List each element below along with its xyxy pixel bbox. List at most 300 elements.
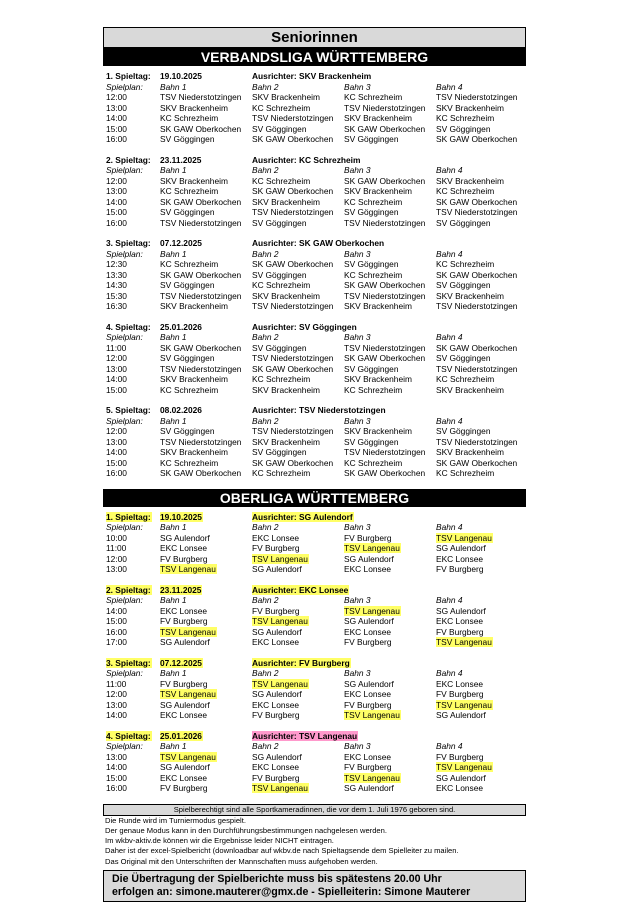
team-name: SKV Brackenheim (252, 92, 320, 102)
lane-label: Bahn 1 (160, 668, 187, 678)
lane-label: Bahn 2 (252, 415, 279, 426)
round-host: Ausrichter: SV Göggingen (252, 321, 357, 332)
note-line: Daher ist der excel-Spielbericht (downloadbar auf wkbv.de nach Spieltagsende dem Spielleiter zu mailen. (105, 846, 459, 856)
round-date: 07.12.2025 (160, 657, 202, 668)
lane-label: Bahn 1 (160, 81, 187, 92)
round-date: 25.01.2026 (160, 730, 202, 741)
team-name: TSV Niederstotzingen (160, 363, 242, 374)
round-block (106, 585, 526, 648)
lane-label: Bahn 3 (344, 522, 371, 532)
team-name: TSV Niederstotzingen (436, 363, 518, 374)
team-name: FV Burgberg (344, 699, 392, 710)
lane-header-row (106, 741, 526, 752)
team-name: EKC Lonsee (344, 626, 392, 637)
round-label: 3. Spieltag: (106, 657, 151, 668)
lane-cell (344, 364, 436, 375)
round-host: Ausrichter: SKV Brackenheim (252, 71, 372, 81)
lane-cell (252, 364, 344, 375)
round-header (106, 238, 526, 249)
lane-cell (252, 447, 344, 458)
lane-cell (436, 270, 526, 281)
lane-cell (160, 783, 252, 794)
game-time: 16:00 (106, 626, 127, 637)
team-name: SKV Brackenheim (160, 301, 228, 311)
plan-label: Spielplan: (106, 522, 143, 532)
lane-cell (160, 554, 252, 565)
round-date-cell (160, 512, 252, 523)
team-name: SG Aulendorf (252, 751, 302, 762)
note-line: Der genaue Modus kann in den Durchführungsbestimmungen nachgelesen werden. (105, 825, 387, 835)
lane-cell (344, 385, 436, 396)
eligibility-note: Spielberechtigt sind alle Sportkameradinnen, die vor dem 1. Juli 1976 geboren sind. (103, 804, 526, 816)
team-name: SV Göggingen (436, 123, 491, 134)
team-name: SG Aulendorf (436, 605, 486, 616)
lane-cell (160, 270, 252, 281)
lane-cell (160, 616, 252, 627)
plan-label: Spielplan: (106, 595, 143, 605)
team-name: TSV Langenau (344, 543, 400, 553)
team-name: SKV Brackenheim (160, 175, 228, 186)
round-host-cell (252, 512, 354, 523)
team-name: SK GAW Oberkochen (436, 196, 518, 207)
game-time: 13:00 (106, 564, 127, 574)
team-name: EKC Lonsee (160, 605, 208, 616)
team-name: KC Schrezheim (160, 457, 219, 468)
lane-cell (436, 218, 526, 229)
team-name: SV Göggingen (160, 426, 215, 436)
game-time: 16:00 (106, 783, 127, 793)
game-row (106, 616, 526, 627)
round-block (106, 155, 526, 229)
league-header: VERBANDSLIGA WÜRTTEMBERG (103, 48, 526, 66)
team-name: TSV Langenau (160, 626, 216, 637)
lane-cell (252, 783, 344, 794)
lane-cell (252, 426, 344, 437)
game-row (106, 627, 526, 638)
team-name: EKC Lonsee (160, 543, 208, 553)
lane-cell (160, 752, 252, 763)
game-row (106, 426, 526, 437)
team-name: SK GAW Oberkochen (252, 259, 334, 269)
round-host: Ausrichter: EKC Lonsee (252, 584, 349, 595)
game-row (106, 113, 526, 124)
lane-cell (252, 637, 344, 648)
lane-cell (436, 207, 526, 218)
round-host-cell (252, 322, 357, 333)
round-date-cell (160, 658, 252, 669)
lane-cell (160, 280, 252, 291)
lane-cell (160, 564, 252, 575)
team-name: SV Göggingen (436, 426, 491, 436)
team-name: SG Aulendorf (252, 689, 302, 699)
lane-cell (252, 468, 344, 479)
game-row (106, 134, 526, 145)
team-name: TSV Niederstotzingen (436, 301, 518, 311)
lane-cell (436, 564, 526, 575)
game-row (106, 437, 526, 448)
game-time: 13:00 (106, 363, 127, 374)
round-label: 1. Spieltag: (106, 71, 151, 81)
lane-cell (436, 468, 526, 479)
lane-cell (252, 679, 344, 690)
lane-cell (252, 385, 344, 396)
plan-label: Spielplan: (106, 668, 143, 678)
lane-header-row (106, 82, 526, 93)
lane-cell (344, 458, 436, 469)
game-time: 16:30 (106, 301, 127, 311)
team-name: TSV Langenau (160, 689, 216, 699)
team-name: SV Göggingen (160, 207, 215, 217)
game-time: 14:00 (106, 113, 127, 123)
round-block (106, 731, 526, 794)
team-name: TSV Niederstotzingen (436, 92, 518, 102)
lane-cell (160, 197, 252, 208)
team-name: SKV Brackenheim (252, 290, 320, 301)
lane-label: Bahn 4 (436, 522, 463, 532)
team-name: SK GAW Oberkochen (436, 134, 518, 144)
lane-cell (160, 458, 252, 469)
lane-cell (344, 113, 436, 124)
team-name: SK GAW Oberkochen (344, 123, 426, 134)
lane-cell (160, 627, 252, 638)
lane-cell (344, 700, 436, 711)
lane-cell (436, 374, 526, 385)
team-name: EKC Lonsee (252, 532, 300, 543)
game-time: 13:00 (106, 102, 127, 113)
team-name: KC Schrezheim (252, 468, 311, 478)
team-name: EKC Lonsee (436, 553, 484, 564)
team-name: SK GAW Oberkochen (436, 269, 518, 280)
team-name: SG Aulendorf (252, 564, 302, 574)
game-row (106, 637, 526, 648)
team-name: EKC Lonsee (344, 564, 392, 574)
team-name: SKV Brackenheim (252, 436, 320, 447)
team-name: KC Schrezheim (252, 102, 311, 113)
lane-cell (160, 176, 252, 187)
team-name: FV Burgberg (160, 678, 208, 689)
lane-cell (252, 186, 344, 197)
lane-cell (344, 353, 436, 364)
lane-header-row (106, 416, 526, 427)
team-name: SKV Brackenheim (160, 374, 228, 384)
team-name: TSV Niederstotzingen (436, 436, 518, 447)
team-name: TSV Langenau (344, 710, 400, 720)
lane-cell (436, 637, 526, 648)
round-header (106, 585, 526, 596)
lane-cell (252, 762, 344, 773)
lane-cell (160, 689, 252, 700)
team-name: FV Burgberg (436, 564, 484, 574)
round-date: 19.10.2025 (160, 71, 202, 81)
team-name: KC Schrezheim (436, 186, 495, 196)
lane-cell (344, 637, 436, 648)
team-name: FV Burgberg (252, 605, 300, 616)
round-host-cell (252, 71, 371, 82)
team-name: FV Burgberg (344, 637, 392, 647)
team-name: TSV Langenau (344, 772, 400, 783)
lane-label: Bahn 3 (344, 165, 371, 175)
lane-cell (252, 218, 344, 229)
game-row (106, 543, 526, 554)
round-date: 19.10.2025 (160, 511, 202, 522)
game-time: 16:00 (106, 468, 127, 478)
team-name: SK GAW Oberkochen (344, 468, 426, 478)
round-label: 1. Spieltag: (106, 511, 151, 522)
lane-cell (252, 291, 344, 302)
lane-cell (252, 627, 344, 638)
team-name: FV Burgberg (252, 543, 300, 553)
game-time: 14:00 (106, 762, 127, 772)
schedule-page (103, 27, 526, 902)
lane-label: Bahn 4 (436, 668, 463, 678)
game-row (106, 773, 526, 784)
page-title: Seniorinnen (103, 27, 526, 48)
plan-label: Spielplan: (106, 741, 143, 751)
lane-cell (436, 103, 526, 114)
team-name: TSV Niederstotzingen (252, 301, 334, 311)
lane-cell (252, 134, 344, 145)
game-time: 15:00 (106, 616, 127, 626)
team-name: SG Aulendorf (436, 772, 486, 783)
team-name: SV Göggingen (344, 207, 399, 217)
lane-cell (160, 679, 252, 690)
lane-cell (344, 218, 436, 229)
lane-label: Bahn 2 (252, 165, 279, 175)
lane-label: Bahn 4 (436, 595, 463, 605)
lane-cell (252, 301, 344, 312)
game-time: 12:00 (106, 175, 127, 186)
lane-cell (252, 437, 344, 448)
game-time: 15:00 (106, 207, 127, 217)
lane-label: Bahn 3 (344, 248, 371, 259)
game-row (106, 458, 526, 469)
round-host: Ausrichter: FV Burgberg (252, 657, 350, 668)
round-label: 4. Spieltag: (106, 730, 151, 741)
round-date-cell (160, 731, 252, 742)
game-time: 15:00 (106, 384, 127, 395)
team-name: SKV Brackenheim (344, 301, 412, 311)
team-name: SV Göggingen (252, 447, 307, 457)
lane-cell (436, 458, 526, 469)
lane-cell (160, 374, 252, 385)
lane-cell (252, 207, 344, 218)
lane-cell (344, 762, 436, 773)
lane-label: Bahn 4 (436, 332, 463, 342)
round-date: 23.11.2025 (160, 584, 202, 595)
team-name: TSV Niederstotzingen (160, 290, 242, 301)
lane-cell (436, 343, 526, 354)
team-name: KC Schrezheim (344, 269, 403, 280)
team-name: SV Göggingen (344, 436, 399, 447)
team-name: SV Göggingen (436, 280, 491, 290)
lane-cell (252, 700, 344, 711)
round-label-cell (106, 71, 160, 82)
team-name: SKV Brackenheim (436, 175, 504, 186)
team-name: TSV Langenau (160, 751, 216, 762)
game-time: 13:00 (106, 186, 127, 196)
lane-cell (160, 710, 252, 721)
lane-cell (252, 343, 344, 354)
team-name: TSV Langenau (252, 678, 308, 689)
lane-cell (436, 92, 526, 103)
lane-cell (160, 533, 252, 544)
lane-header-row (106, 522, 526, 533)
lane-label: Bahn 4 (436, 741, 463, 751)
lane-cell (436, 627, 526, 638)
lane-cell (344, 291, 436, 302)
team-name: TSV Langenau (252, 783, 308, 793)
round-date: 23.11.2025 (160, 154, 202, 165)
lane-cell (252, 533, 344, 544)
game-time: 12:00 (106, 426, 127, 436)
team-name: TSV Niederstotzingen (252, 207, 334, 217)
team-name: SK GAW Oberkochen (252, 363, 334, 374)
lane-cell (344, 426, 436, 437)
lane-header-row (106, 165, 526, 176)
plan-label: Spielplan: (106, 332, 143, 342)
lane-cell (252, 458, 344, 469)
lane-label: Bahn 2 (252, 668, 279, 678)
round-block (106, 238, 526, 312)
lane-cell (252, 710, 344, 721)
game-row (106, 207, 526, 218)
game-time: 14:00 (106, 447, 127, 457)
round-label-cell (106, 155, 160, 166)
lane-cell (252, 124, 344, 135)
team-name: SK GAW Oberkochen (160, 269, 242, 280)
team-name: SG Aulendorf (344, 678, 394, 689)
lane-label: Bahn 2 (252, 741, 279, 751)
lane-cell (344, 606, 436, 617)
team-name: SV Göggingen (252, 342, 307, 353)
round-date-cell (160, 71, 252, 82)
lane-cell (344, 564, 436, 575)
lane-cell (344, 103, 436, 114)
team-name: SK GAW Oberkochen (344, 280, 426, 290)
game-row (106, 197, 526, 208)
lane-cell (252, 103, 344, 114)
lane-cell (344, 374, 436, 385)
team-name: SKV Brackenheim (252, 196, 320, 207)
lane-cell (436, 752, 526, 763)
team-name: FV Burgberg (436, 689, 484, 699)
game-row (106, 259, 526, 270)
lane-cell (344, 447, 436, 458)
game-time: 12:00 (106, 353, 127, 363)
lane-cell (160, 301, 252, 312)
round-header (106, 731, 526, 742)
lane-cell (436, 700, 526, 711)
lane-cell (252, 113, 344, 124)
round-date-cell (160, 155, 252, 166)
game-time: 12:00 (106, 689, 127, 699)
team-name: SK GAW Oberkochen (436, 342, 518, 353)
lane-label: Bahn 1 (160, 595, 187, 605)
lane-header-row (106, 332, 526, 343)
game-time: 15:00 (106, 457, 127, 468)
lane-cell (436, 533, 526, 544)
game-row (106, 280, 526, 291)
lane-label: Bahn 1 (160, 248, 187, 259)
lane-cell (252, 752, 344, 763)
lane-cell (436, 186, 526, 197)
round-host-cell (252, 585, 349, 596)
round-host: Ausrichter: SK GAW Oberkochen (252, 238, 385, 248)
game-row (106, 301, 526, 312)
lane-cell (344, 543, 436, 554)
lane-label: Bahn 2 (252, 332, 279, 342)
lane-label: Bahn 2 (252, 248, 279, 259)
lane-cell (344, 280, 436, 291)
lane-label: Bahn 4 (436, 415, 463, 426)
lane-label: Bahn 4 (436, 248, 463, 259)
lane-cell (160, 186, 252, 197)
lane-cell (436, 773, 526, 784)
round-label-cell (106, 512, 160, 523)
lane-cell (344, 259, 436, 270)
lane-cell (160, 134, 252, 145)
lane-cell (160, 543, 252, 554)
team-name: SG Aulendorf (344, 783, 394, 793)
lane-cell (160, 343, 252, 354)
team-name: SV Göggingen (344, 259, 399, 269)
round-date: 07.12.2025 (160, 238, 202, 248)
team-name: SV Göggingen (436, 217, 491, 228)
team-name: SK GAW Oberkochen (252, 457, 334, 468)
game-time: 13:00 (106, 699, 127, 710)
team-name: KC Schrezheim (160, 186, 219, 196)
game-row (106, 564, 526, 575)
game-time: 14:00 (106, 710, 127, 720)
lane-label: Bahn 2 (252, 522, 279, 532)
lane-cell (436, 291, 526, 302)
round-date-cell (160, 322, 252, 333)
round-host: Ausrichter: SG Aulendorf (252, 511, 353, 522)
game-time: 13:00 (106, 436, 127, 447)
lane-cell (344, 616, 436, 627)
round-date-cell (160, 585, 252, 596)
league-header: OBERLIGA WÜRTTEMBERG (103, 489, 526, 507)
lane-cell (436, 762, 526, 773)
game-time: 14:00 (106, 374, 127, 384)
team-name: SKV Brackenheim (344, 113, 412, 123)
round-header (106, 405, 526, 416)
note-line: Im wkbv-aktiv.de können wir die Ergebnisse leider NICHT eintragen. (105, 836, 334, 846)
submission-footer (103, 870, 526, 902)
lane-label: Bahn 4 (436, 165, 463, 175)
team-name: TSV Niederstotzingen (160, 436, 242, 447)
game-time: 12:00 (106, 553, 127, 564)
lane-cell (160, 700, 252, 711)
round-host: Ausrichter: TSV Langenau (252, 730, 358, 741)
lane-label: Bahn 2 (252, 81, 279, 92)
lane-label: Bahn 3 (344, 332, 371, 342)
round-header (106, 322, 526, 333)
team-name: SKV Brackenheim (436, 102, 504, 113)
lane-cell (160, 606, 252, 617)
team-name: EKC Lonsee (436, 783, 484, 793)
round-block (106, 405, 526, 479)
lane-cell (344, 783, 436, 794)
lane-cell (436, 679, 526, 690)
round-block (106, 322, 526, 396)
team-name: FV Burgberg (252, 772, 300, 783)
lane-cell (436, 176, 526, 187)
round-header (106, 155, 526, 166)
lane-cell (344, 773, 436, 784)
team-name: SV Göggingen (160, 134, 215, 144)
game-row (106, 374, 526, 385)
